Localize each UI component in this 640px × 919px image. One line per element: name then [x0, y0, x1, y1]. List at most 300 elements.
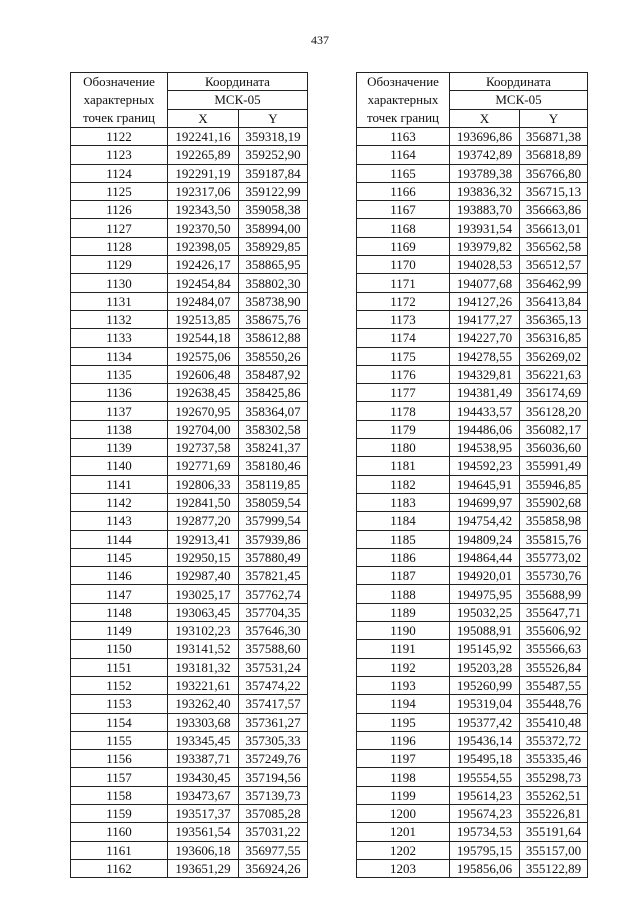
point-id-cell: 1139: [71, 439, 168, 457]
y-coordinate-cell: 358059,54: [239, 493, 308, 511]
page-number: 437: [311, 33, 329, 47]
point-id-cell: 1196: [357, 731, 450, 749]
y-coordinate-cell: 358180,46: [239, 457, 308, 475]
y-coordinate-cell: 357139,73: [239, 786, 308, 804]
table-row: [357, 365, 588, 383]
point-id-cell: 1163: [357, 128, 450, 146]
table-row: [357, 201, 588, 219]
point-id-cell: 1123: [71, 146, 168, 164]
x-coordinate-cell: 193430,45: [168, 768, 239, 786]
point-id-cell: 1141: [71, 475, 168, 493]
y-coordinate-cell: 356924,26: [239, 859, 308, 877]
table-row: [71, 530, 308, 548]
table-row: [357, 164, 588, 182]
point-id-cell: 1188: [357, 585, 450, 603]
x-coordinate-cell: 193387,71: [168, 750, 239, 768]
y-coordinate-cell: 356316,85: [520, 329, 588, 347]
x-coordinate-cell: 193789,38: [450, 164, 520, 182]
point-id-cell: 1142: [71, 493, 168, 511]
point-id-cell: 1153: [71, 695, 168, 713]
y-coordinate-cell: 359187,84: [239, 164, 308, 182]
point-id-cell: 1201: [357, 823, 450, 841]
point-id-cell: 1147: [71, 585, 168, 603]
table-row: [71, 164, 308, 182]
y-coordinate-cell: 357999,54: [239, 512, 308, 530]
x-coordinate-cell: 192913,41: [168, 530, 239, 548]
table-row: [357, 329, 588, 347]
point-id-cell: 1194: [357, 695, 450, 713]
x-coordinate-cell: 195260,99: [450, 676, 520, 694]
y-coordinate-cell: 357031,22: [239, 823, 308, 841]
x-coordinate-cell: 193181,32: [168, 658, 239, 676]
y-coordinate-cell: 356221,63: [520, 365, 588, 383]
x-coordinate-cell: 193025,17: [168, 585, 239, 603]
x-coordinate-cell: 192737,58: [168, 439, 239, 457]
table-body-left: [71, 128, 308, 878]
x-coordinate-cell: 192606,48: [168, 365, 239, 383]
x-coordinate-cell: 193141,52: [168, 640, 239, 658]
x-coordinate-cell: 193517,37: [168, 804, 239, 822]
table-row: [357, 310, 588, 328]
y-coordinate-cell: 358302,58: [239, 420, 308, 438]
y-coordinate-cell: 358119,85: [239, 475, 308, 493]
x-coordinate-cell: 193345,45: [168, 731, 239, 749]
point-id-cell: 1127: [71, 219, 168, 237]
coord-header-line2: МСК-05: [168, 91, 308, 109]
table-row: [357, 128, 588, 146]
point-header-line2: характерных: [367, 92, 439, 107]
table-row: [357, 804, 588, 822]
x-coordinate-cell: 192638,45: [168, 384, 239, 402]
coord-header-line2: МСК-05: [450, 91, 588, 109]
x-coordinate-cell: 195203,28: [450, 658, 520, 676]
point-id-cell: 1176: [357, 365, 450, 383]
point-header-line3: точек границ: [366, 110, 440, 125]
table-row: [357, 439, 588, 457]
y-coordinate-cell: 355566,63: [520, 640, 588, 658]
y-coordinate-cell: 355298,73: [520, 768, 588, 786]
point-id-cell: 1148: [71, 603, 168, 621]
point-id-cell: 1186: [357, 548, 450, 566]
x-coordinate-cell: 195377,42: [450, 713, 520, 731]
x-coordinate-cell: 193221,61: [168, 676, 239, 694]
table-row: [71, 256, 308, 274]
x-coordinate-cell: 193979,82: [450, 237, 520, 255]
x-coordinate-cell: 195319,04: [450, 695, 520, 713]
table-row: [71, 841, 308, 859]
y-coordinate-cell: 356413,84: [520, 292, 588, 310]
y-coordinate-cell: 355773,02: [520, 548, 588, 566]
y-coordinate-cell: 356512,57: [520, 256, 588, 274]
x-coordinate-cell: 195734,53: [450, 823, 520, 841]
point-id-cell: 1175: [357, 347, 450, 365]
point-id-cell: 1180: [357, 439, 450, 457]
point-id-cell: 1174: [357, 329, 450, 347]
x-coordinate-cell: 195856,06: [450, 859, 520, 877]
table-row: [357, 768, 588, 786]
coordinates-table-right: [356, 72, 588, 878]
y-coordinate-cell: 357417,57: [239, 695, 308, 713]
table-row: [71, 622, 308, 640]
y-coordinate-cell: 357361,27: [239, 713, 308, 731]
y-coordinate-cell: 358241,37: [239, 439, 308, 457]
point-header-line3: точек границ: [82, 110, 156, 125]
y-coordinate-cell: 355157,00: [520, 841, 588, 859]
y-coordinate-cell: 358550,26: [239, 347, 308, 365]
point-id-cell: 1144: [71, 530, 168, 548]
table-row: [357, 219, 588, 237]
point-id-cell: 1197: [357, 750, 450, 768]
table-row: [357, 256, 588, 274]
table-row: [71, 493, 308, 511]
table-row: [71, 548, 308, 566]
x-coordinate-cell: 193836,32: [450, 182, 520, 200]
point-id-cell: 1166: [357, 182, 450, 200]
y-coordinate-cell: 358738,90: [239, 292, 308, 310]
table-row: [71, 731, 308, 749]
x-coordinate-cell: 194592,23: [450, 457, 520, 475]
point-id-cell: 1170: [357, 256, 450, 274]
point-id-cell: 1189: [357, 603, 450, 621]
y-coordinate-cell: 355606,92: [520, 622, 588, 640]
coordinates-table-left: [70, 72, 308, 878]
x-column-header: X: [168, 109, 239, 127]
point-id-cell: 1178: [357, 402, 450, 420]
y-coordinate-cell: 356365,13: [520, 310, 588, 328]
point-id-cell: 1167: [357, 201, 450, 219]
point-id-cell: 1140: [71, 457, 168, 475]
table-row: [71, 182, 308, 200]
y-coordinate-cell: 356128,20: [520, 402, 588, 420]
table-row: [357, 347, 588, 365]
table-row: [71, 640, 308, 658]
table-row: [71, 786, 308, 804]
table-row: [357, 713, 588, 731]
table-row: [71, 237, 308, 255]
point-id-cell: 1155: [71, 731, 168, 749]
x-coordinate-cell: 194227,70: [450, 329, 520, 347]
x-coordinate-cell: 192370,50: [168, 219, 239, 237]
point-id-cell: 1143: [71, 512, 168, 530]
table-row: [71, 859, 308, 877]
point-id-cell: 1168: [357, 219, 450, 237]
x-coordinate-cell: 194864,44: [450, 548, 520, 566]
y-column-header: Y: [239, 109, 308, 127]
x-coordinate-cell: 195495,18: [450, 750, 520, 768]
point-id-cell: 1203: [357, 859, 450, 877]
y-coordinate-cell: 356715,13: [520, 182, 588, 200]
point-id-cell: 1169: [357, 237, 450, 255]
x-coordinate-cell: 194754,42: [450, 512, 520, 530]
table-row: [357, 493, 588, 511]
y-coordinate-cell: 358994,00: [239, 219, 308, 237]
table-row: [357, 384, 588, 402]
x-coordinate-cell: 195032,25: [450, 603, 520, 621]
point-id-cell: 1195: [357, 713, 450, 731]
y-coordinate-cell: 355991,49: [520, 457, 588, 475]
point-column-header: [357, 73, 450, 128]
x-coordinate-cell: 193262,40: [168, 695, 239, 713]
table-row: [71, 365, 308, 383]
point-id-cell: 1138: [71, 420, 168, 438]
point-id-cell: 1156: [71, 750, 168, 768]
point-id-cell: 1157: [71, 768, 168, 786]
y-coordinate-cell: 356977,55: [239, 841, 308, 859]
x-coordinate-cell: 193931,54: [450, 219, 520, 237]
x-coordinate-cell: 192950,15: [168, 548, 239, 566]
x-coordinate-cell: 193696,86: [450, 128, 520, 146]
table-row: [357, 622, 588, 640]
x-coordinate-cell: 194278,55: [450, 347, 520, 365]
point-id-cell: 1151: [71, 658, 168, 676]
table-row: [71, 128, 308, 146]
y-coordinate-cell: 357305,33: [239, 731, 308, 749]
point-id-cell: 1193: [357, 676, 450, 694]
y-coordinate-cell: 358802,30: [239, 274, 308, 292]
point-id-cell: 1179: [357, 420, 450, 438]
x-coordinate-cell: 192670,95: [168, 402, 239, 420]
table-row: [71, 347, 308, 365]
table-row: [71, 823, 308, 841]
y-coordinate-cell: 356613,01: [520, 219, 588, 237]
x-coordinate-cell: 192241,16: [168, 128, 239, 146]
table-row: [357, 658, 588, 676]
point-id-cell: 1129: [71, 256, 168, 274]
table-row: [71, 402, 308, 420]
y-coordinate-cell: 357474,22: [239, 676, 308, 694]
x-coordinate-cell: 193742,89: [450, 146, 520, 164]
point-id-cell: 1128: [71, 237, 168, 255]
table-row: [71, 292, 308, 310]
x-coordinate-cell: 194920,01: [450, 567, 520, 585]
point-id-cell: 1182: [357, 475, 450, 493]
table-row: [71, 658, 308, 676]
x-coordinate-cell: 194975,95: [450, 585, 520, 603]
y-coordinate-cell: 358865,95: [239, 256, 308, 274]
y-coordinate-cell: 357194,56: [239, 768, 308, 786]
point-header-line1: Обозначение: [367, 74, 439, 89]
y-coordinate-cell: 357249,76: [239, 750, 308, 768]
table-row: [357, 786, 588, 804]
x-coordinate-cell: 194077,68: [450, 274, 520, 292]
point-id-cell: 1162: [71, 859, 168, 877]
x-coordinate-cell: 194645,91: [450, 475, 520, 493]
point-id-cell: 1164: [357, 146, 450, 164]
table-row: [71, 512, 308, 530]
table-row: [357, 182, 588, 200]
point-id-cell: 1131: [71, 292, 168, 310]
table-row: [71, 567, 308, 585]
y-coordinate-cell: 357646,30: [239, 622, 308, 640]
table-row: [357, 530, 588, 548]
x-coordinate-cell: 192704,00: [168, 420, 239, 438]
point-id-cell: 1200: [357, 804, 450, 822]
y-coordinate-cell: 358675,76: [239, 310, 308, 328]
point-id-cell: 1165: [357, 164, 450, 182]
point-id-cell: 1137: [71, 402, 168, 420]
y-coordinate-cell: 358425,86: [239, 384, 308, 402]
y-column-header: Y: [520, 109, 588, 127]
y-coordinate-cell: 357821,45: [239, 567, 308, 585]
y-coordinate-cell: 356663,86: [520, 201, 588, 219]
table-row: [357, 457, 588, 475]
y-coordinate-cell: 356269,02: [520, 347, 588, 365]
x-coordinate-cell: 195436,14: [450, 731, 520, 749]
table-row: [71, 768, 308, 786]
x-coordinate-cell: 192544,18: [168, 329, 239, 347]
x-coordinate-cell: 192291,19: [168, 164, 239, 182]
table-row: [71, 310, 308, 328]
y-coordinate-cell: 356562,58: [520, 237, 588, 255]
x-coordinate-cell: 194127,26: [450, 292, 520, 310]
point-id-cell: 1177: [357, 384, 450, 402]
table-row: [71, 274, 308, 292]
x-coordinate-cell: 193303,68: [168, 713, 239, 731]
table-row: [357, 585, 588, 603]
table-row: [71, 804, 308, 822]
table-row: [71, 439, 308, 457]
point-id-cell: 1135: [71, 365, 168, 383]
y-coordinate-cell: 359318,19: [239, 128, 308, 146]
y-coordinate-cell: 358487,92: [239, 365, 308, 383]
point-id-cell: 1192: [357, 658, 450, 676]
x-coordinate-cell: 193102,23: [168, 622, 239, 640]
point-id-cell: 1173: [357, 310, 450, 328]
x-coordinate-cell: 194381,49: [450, 384, 520, 402]
y-coordinate-cell: 355226,81: [520, 804, 588, 822]
y-coordinate-cell: 355815,76: [520, 530, 588, 548]
x-coordinate-cell: 192513,85: [168, 310, 239, 328]
y-coordinate-cell: 358612,88: [239, 329, 308, 347]
x-coordinate-cell: 194699,97: [450, 493, 520, 511]
table-row: [71, 475, 308, 493]
table-row: [71, 329, 308, 347]
point-id-cell: 1136: [71, 384, 168, 402]
x-coordinate-cell: 195795,15: [450, 841, 520, 859]
table-row: [71, 585, 308, 603]
x-coordinate-cell: 192343,50: [168, 201, 239, 219]
table-row: [357, 695, 588, 713]
x-coordinate-cell: 195674,23: [450, 804, 520, 822]
table-row: [357, 512, 588, 530]
table-row: [71, 219, 308, 237]
point-id-cell: 1122: [71, 128, 168, 146]
table-row: [71, 750, 308, 768]
point-header-line2: характерных: [83, 92, 155, 107]
x-coordinate-cell: 193063,45: [168, 603, 239, 621]
point-id-cell: 1181: [357, 457, 450, 475]
coord-header-line1: Координата: [450, 73, 588, 91]
table-row: [71, 603, 308, 621]
y-coordinate-cell: 355191,64: [520, 823, 588, 841]
table-row: [357, 420, 588, 438]
x-coordinate-cell: 193473,67: [168, 786, 239, 804]
y-coordinate-cell: 359058,38: [239, 201, 308, 219]
y-coordinate-cell: 355122,89: [520, 859, 588, 877]
y-coordinate-cell: 356036,60: [520, 439, 588, 457]
table-row: [71, 420, 308, 438]
table-row: [357, 640, 588, 658]
y-coordinate-cell: 355335,46: [520, 750, 588, 768]
point-id-cell: 1124: [71, 164, 168, 182]
table-row: [71, 457, 308, 475]
point-id-cell: 1198: [357, 768, 450, 786]
point-id-cell: 1150: [71, 640, 168, 658]
x-coordinate-cell: 194486,06: [450, 420, 520, 438]
point-id-cell: 1134: [71, 347, 168, 365]
y-coordinate-cell: 355688,99: [520, 585, 588, 603]
table-row: [357, 475, 588, 493]
table-row: [357, 274, 588, 292]
x-coordinate-cell: 192841,50: [168, 493, 239, 511]
table-row: [357, 237, 588, 255]
table-row: [357, 567, 588, 585]
table-row: [357, 731, 588, 749]
y-coordinate-cell: 355902,68: [520, 493, 588, 511]
y-coordinate-cell: 356082,17: [520, 420, 588, 438]
y-coordinate-cell: 355730,76: [520, 567, 588, 585]
x-coordinate-cell: 192877,20: [168, 512, 239, 530]
point-id-cell: 1149: [71, 622, 168, 640]
table-row: [71, 695, 308, 713]
x-coordinate-cell: 192575,06: [168, 347, 239, 365]
y-coordinate-cell: 356174,69: [520, 384, 588, 402]
x-coordinate-cell: 193883,70: [450, 201, 520, 219]
point-id-cell: 1160: [71, 823, 168, 841]
point-id-cell: 1158: [71, 786, 168, 804]
table-row: [357, 402, 588, 420]
point-id-cell: 1191: [357, 640, 450, 658]
x-coordinate-cell: 194177,27: [450, 310, 520, 328]
coord-header-line1: Координата: [168, 73, 308, 91]
y-coordinate-cell: 356766,80: [520, 164, 588, 182]
point-id-cell: 1125: [71, 182, 168, 200]
y-coordinate-cell: 356818,89: [520, 146, 588, 164]
table-row: [357, 146, 588, 164]
y-coordinate-cell: 355946,85: [520, 475, 588, 493]
x-coordinate-cell: 192265,89: [168, 146, 239, 164]
x-coordinate-cell: 194809,24: [450, 530, 520, 548]
table-row: [71, 676, 308, 694]
table-row: [357, 603, 588, 621]
x-coordinate-cell: 192806,33: [168, 475, 239, 493]
y-coordinate-cell: 355372,72: [520, 731, 588, 749]
x-coordinate-cell: 192771,69: [168, 457, 239, 475]
x-coordinate-cell: 192426,17: [168, 256, 239, 274]
y-coordinate-cell: 358929,85: [239, 237, 308, 255]
x-coordinate-cell: 192317,06: [168, 182, 239, 200]
y-coordinate-cell: 355858,98: [520, 512, 588, 530]
y-coordinate-cell: 355410,48: [520, 713, 588, 731]
table-body-right: [357, 128, 588, 878]
x-coordinate-cell: 195088,91: [450, 622, 520, 640]
point-column-header: [71, 73, 168, 128]
y-coordinate-cell: 355487,55: [520, 676, 588, 694]
table-row: [71, 713, 308, 731]
point-id-cell: 1161: [71, 841, 168, 859]
x-coordinate-cell: 192987,40: [168, 567, 239, 585]
point-id-cell: 1133: [71, 329, 168, 347]
point-id-cell: 1126: [71, 201, 168, 219]
y-coordinate-cell: 357880,49: [239, 548, 308, 566]
point-id-cell: 1132: [71, 310, 168, 328]
y-coordinate-cell: 355647,71: [520, 603, 588, 621]
y-coordinate-cell: 357762,74: [239, 585, 308, 603]
x-coordinate-cell: 195554,55: [450, 768, 520, 786]
point-id-cell: 1185: [357, 530, 450, 548]
x-coordinate-cell: 193561,54: [168, 823, 239, 841]
x-coordinate-cell: 195145,92: [450, 640, 520, 658]
